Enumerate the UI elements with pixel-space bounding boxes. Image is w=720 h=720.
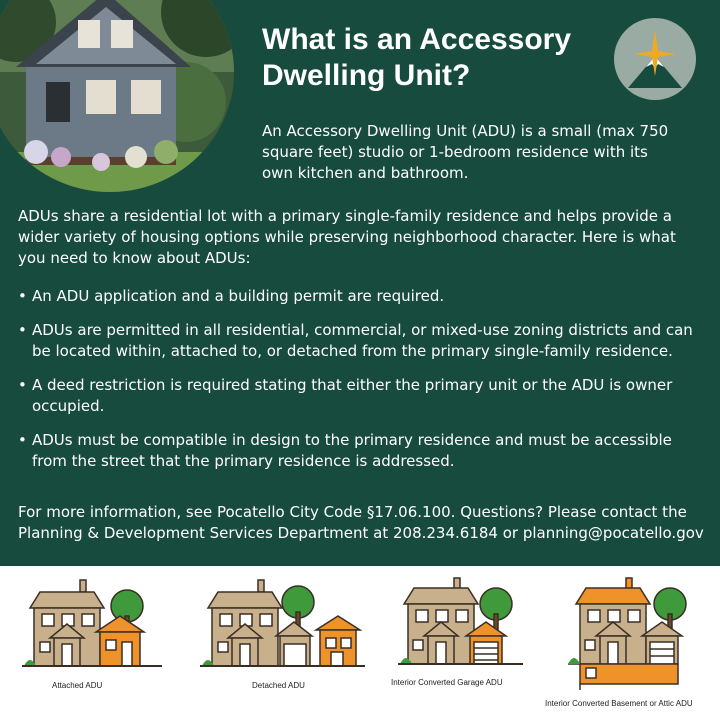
page-title: What is an Accessory Dwelling Unit? <box>262 23 572 92</box>
caption-basement-attic-adu: Interior Converted Basement or Attic ADU <box>545 699 693 708</box>
list-item: • ADUs must be compatible in design to the primary residence and must be accessible from the street that the primary residence is addressed. <box>18 430 708 472</box>
intro-text: An Accessory Dwelling Unit (ADU) is a small (max 750 square feet) studio or 1-bedroom residence with its own kitchen and bathroom. <box>262 122 669 182</box>
list-item: • A deed restriction is required stating that either the primary unit or the ADU is owner occupied. <box>18 375 708 417</box>
requirements-list <box>18 286 708 485</box>
tiny-house-photo <box>0 0 234 192</box>
caption-garage-adu: Interior Converted Garage ADU <box>391 678 503 687</box>
list-item: • An ADU application and a building permit are required. <box>18 286 708 307</box>
basement-attic-adu-illustration <box>566 572 700 692</box>
description-paragraph: ADUs share a residential lot with a primary single-family residence and helps provide a wider variety of housing options while preserving neighborhood character. Here is what you need to know about ADUs: <box>18 207 676 267</box>
attached-adu-illustration <box>22 572 162 672</box>
garage-adu-illustration <box>398 572 523 670</box>
contact-info: For more information, see Pocatello City Code §17.06.100. Questions? Please contact the Planning & Development Services Department at 208.234.6184 or planning@pocatello.gov <box>18 503 704 542</box>
list-item: • ADUs are permitted in all residential, commercial, or mixed-use zoning districts and can be located within, attached to, or detached from the primary single-family residence. <box>18 320 708 362</box>
detached-adu-illustration <box>200 572 365 672</box>
mountain-star-logo <box>614 18 696 100</box>
caption-attached-adu: Attached ADU <box>52 681 103 690</box>
caption-detached-adu: Detached ADU <box>252 681 305 690</box>
